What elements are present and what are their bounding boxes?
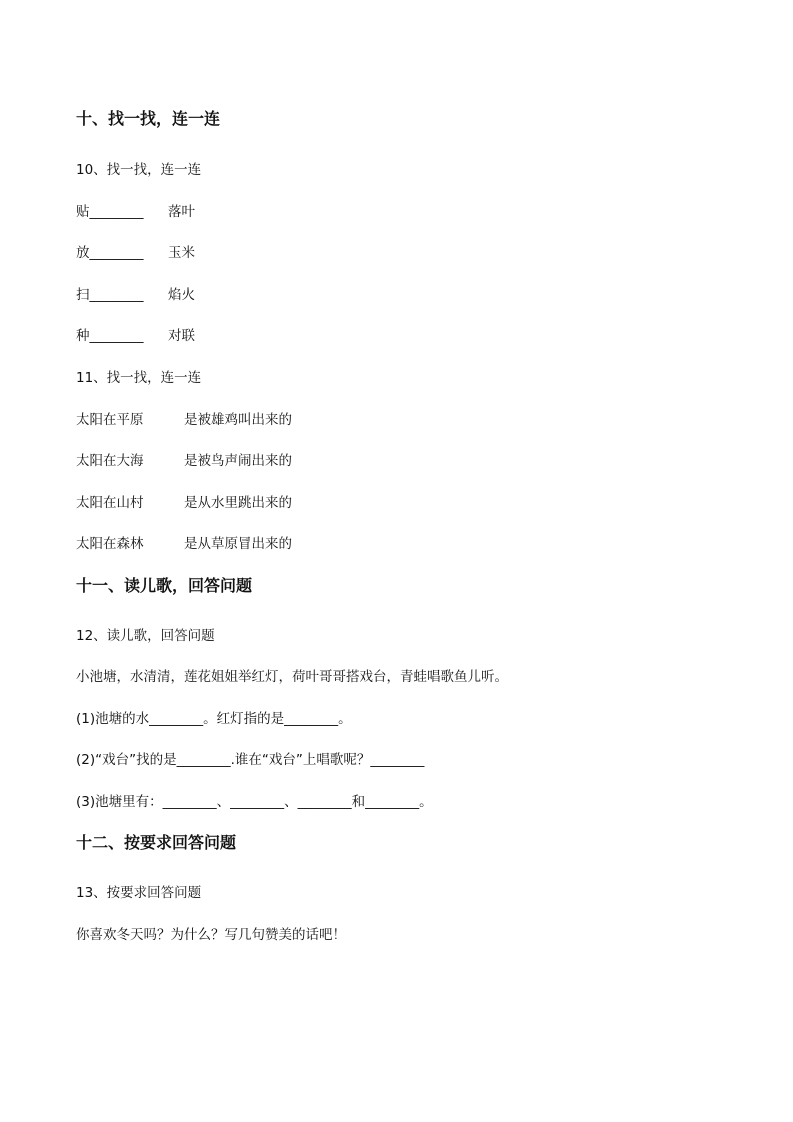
match-left: 种________ (76, 328, 144, 344)
match-right: 是从草原冒出来的 (184, 536, 292, 552)
match-left: 贴________ (76, 204, 144, 220)
poem-text: 小池塘，水清清，莲花姐姐举红灯，荷叶哥哥搭戏台，青蛙唱歌鱼儿听。 (76, 669, 508, 685)
match-row-10-4 (76, 324, 195, 344)
match-row-11-4 (76, 532, 292, 552)
section-title-11: 十一、读儿歌，回答问题 (76, 576, 253, 595)
match-row-11-3 (76, 491, 292, 511)
match-right: 对联 (168, 328, 195, 344)
match-right: 玉米 (168, 245, 195, 261)
match-left: 扫________ (76, 287, 144, 303)
match-right: 焰火 (168, 287, 195, 303)
section-title-10: 十、找一找，连一连 (76, 109, 221, 128)
question-13-text: 你喜欢冬天吗？为什么？写几句赞美的话吧！ (76, 927, 346, 943)
question-12-prompt: 12、读儿歌，回答问题 (76, 628, 215, 644)
match-left: 太阳在平原 (76, 412, 144, 428)
match-left: 放________ (76, 245, 144, 261)
question-12-item-3: (3)池塘里有：________、________、________和________。 (76, 794, 433, 810)
question-10-prompt: 10、找一找，连一连 (76, 162, 202, 178)
question-12-item-2: (2)“戏台”找的是________.谁在“戏台”上唱歌呢？________ (76, 752, 425, 768)
match-row-11-2 (76, 449, 292, 469)
section-title-12: 十二、按要求回答问题 (76, 833, 237, 852)
match-row-10-2 (76, 241, 195, 261)
match-left: 太阳在大海 (76, 453, 144, 469)
match-right: 是被鸟声闹出来的 (184, 453, 292, 469)
question-11-prompt: 11、找一找，连一连 (76, 370, 202, 386)
match-right: 是从水里跳出来的 (184, 495, 292, 511)
match-row-10-3 (76, 283, 195, 303)
match-right: 是被雄鸡叫出来的 (184, 412, 292, 428)
match-left: 太阳在森林 (76, 536, 144, 552)
match-row-10-1 (76, 200, 195, 220)
match-row-11-1 (76, 408, 292, 428)
question-13-prompt: 13、按要求回答问题 (76, 885, 202, 901)
match-right: 落叶 (168, 204, 195, 220)
match-left: 太阳在山村 (76, 495, 144, 511)
question-12-item-1: (1)池塘的水________。红灯指的是________。 (76, 711, 352, 727)
